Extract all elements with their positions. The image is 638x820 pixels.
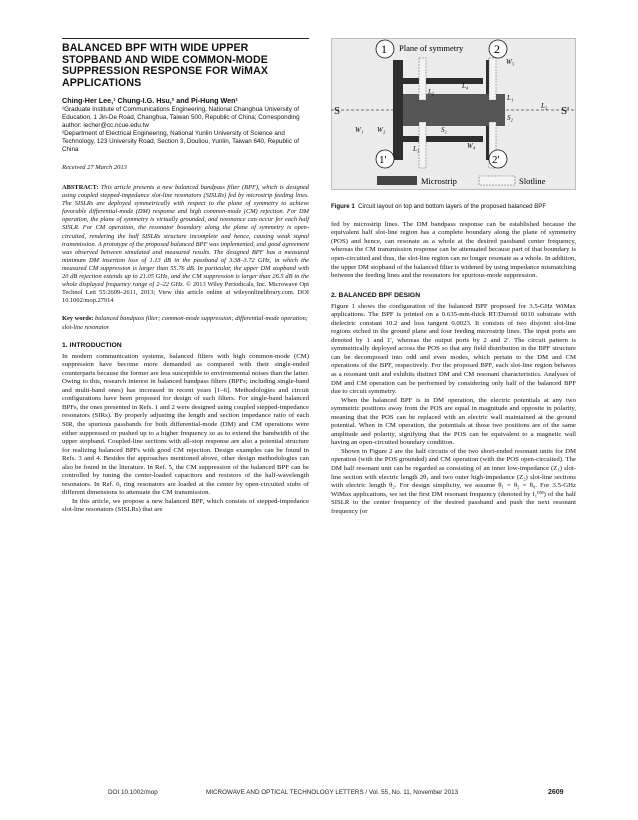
dim-s2: S₂	[507, 114, 513, 122]
port-1p-label: 1'	[379, 154, 387, 166]
intro-paragraph-1: In modern communication systems, balanced filters with high common-mode (CM) suppression have become more demanded as compared with their single-ended counterparts because the former are less susceptible to environmental noises than the latter. Owing to this, research interest in balanced bandpass filters (BPFs; including single-band and multi-band ones) has increased in recent years [1–6]. Methodologies and circuit configurations have been proposed for design of such filters. For single-band balanced BPFs, the ones presented in Refs. 1 and 2 were designed using coupled stepped-impedance resonators (SIRs). By properly adjusting the length and section impedance ratio of each SIR, the spurious passbands for both differential-mode (DM) and CM operations were either suppressed or pushed up to a higher frequency so as to extend the bandwidth of the upper stopband. Coupled-line sections with all-stop response are also a potential structure for realizing balanced BPFs with good CM rejection. Design examples can be found in Refs. 3 and 4. Besides the approaches mentioned above, other design methodologies can also be found in the literature. In Ref. 5, the CM suppression of the balanced BPF can be controlled by tuning the center-loaded capacitors and resistors of the half-wavelength resonators. In Ref. 6, ring resonators are loaded at the center by open-circuited stubs of different dimensions to attenuate the CM transmission.	[62, 352, 309, 497]
caption-body: Circuit layout on top and bottom layers of the proposed balanced BPF	[358, 203, 547, 210]
right-paragraph-1: fed by microstrip lines. The DM bandpass response can be established because the equivalent half slot-line region has a complete boundary along the plane of symmetry (POS) and hence, can resonate as a whole at the desired passband center frequency, whereas the CM transmission response can be attenuated because part of that boundary is open-circuited and thus, the slot-line region can no longer resonate as a whole. In addition, the upper DM stopband of the balanced filter is widened by using impedance mismatching between the feeding lines and the resonators for spurious-mode suppression.	[331, 220, 576, 280]
authors: Ching-Her Lee,¹ Chung-I.G. Hsu,² and Pi-Hung Wen¹	[62, 96, 238, 105]
design-paragraph-1: Figure 1 shows the configuration of the balanced BPF proposed for 3.5-GHz WiMax applications. The BPF is printed on a 0.635-mm-thick RT/Duroid 6010 substrate with dielectric constant 10.2 and loss tangent 0.0023. It consists of two disjoint slot-line regions etched in the ground plane and four feeding microstrip lines. The input ports are denoted by 1 and 1′, whereas the output ports by 2 and 2′. The circuit pattern is symmetrically deployed across the POS so that any field distribution in the BPF structure can be decomposed into odd and even modes, which pertain to the DM and CM operations of the BPF, respectively. For the proposed BPF, each slot-line region behaves as a resonant unit and exhibits distinct DM and CM resonant characteristics. Analyses of DM and CM operation can be performed by considering only half of the balanced BPF due to circuit symmetry.	[331, 302, 576, 396]
caption-lead: Figure 1	[331, 203, 355, 210]
design-paragraph-2: When the balanced BPF is in DM operation, the electric potentials at any two symmetric positions away from the POS are equal in magnitude and opposite in polarity, meaning that the POS can be replaced with an electric wall maintained at the ground potential. When in CM operation, the potentials at those two positions are of the same amplitude and polarity, signifying that the POS can be equivalent to a magnetic wall having an open-circuited boundary condition.	[331, 396, 576, 447]
s-right-label: S'	[561, 105, 570, 117]
left-slotline-outer	[393, 60, 403, 160]
dim-w2: W₂	[377, 126, 386, 134]
legend-microstrip-label: Microstrip	[421, 176, 457, 186]
keywords-lead: Key words:	[62, 315, 94, 323]
dim-w4: W₄	[467, 142, 476, 150]
left-column	[62, 38, 309, 515]
affiliation-1: ¹Graduate Institute of Communications Engineering, National Changhua University of Education, 1 Jin-De Road, Changhua, Taiwan 500, Republic of China; Corresponding author: iecher@cc.ncue.edu.tw	[62, 106, 300, 129]
legend-slotline-label: Slotline	[519, 176, 546, 186]
abstract-citation: © 2013 Wiley Periodicals, Inc. Microwave Opt Technol Lett 55:2609–2611, 2013; View this article online at wileyonlinelibrary.com. DOI 10.1002/mop.27914	[62, 281, 309, 305]
plane-of-symmetry-label: Plane of symmetry	[399, 43, 464, 53]
received-date: Received 27 March 2013	[62, 164, 127, 171]
port-1-label: 1	[381, 42, 387, 56]
dim-l3: L₃	[413, 145, 420, 153]
title-rule	[62, 38, 309, 39]
left-slotline-inner	[403, 94, 481, 126]
abstract-lead: ABSTRACT:	[62, 184, 99, 191]
abstract	[62, 184, 309, 305]
footer-doi: DOI 10.1002/mop	[108, 789, 158, 796]
dim-l1: L₁	[507, 94, 514, 102]
figure-1-caption	[331, 203, 576, 211]
legend-microstrip-swatch	[377, 176, 417, 185]
dim-l2: L₂	[541, 102, 548, 110]
design-paragraph-3: Shown in Figure 2 are the half circuits of the two short-ended resonant units for DM operation (with the POS grounded) and CM operation (with the POS open-circuited). The DM half resonant unit can be regarded as consisting of an inner low-impedance (Z₁) slot-line section with electric length 2θ₁ and two outer high-impedance (Z₂) slot-line sections with electric length θ₂. For design simplicity, we assume θ₁ = θ₂ = θ₀. For 3.5-GHz WiMax applications, we set the first DM resonant frequency (denoted by f₁ᴰᴹ) of the half SISLR to the center frequency of the desired passband and push the next resonant frequency (or	[331, 447, 576, 515]
s-left-label: S	[334, 105, 341, 117]
abstract-body: This article presents a new balanced bandpass filter (BPF), which is designed using coupled stepped-impedance slot-line resonators (SISLRs) fed by microstrip feeding lines. The SISLRs are deployed symmetrically with respect to the plane of symmetry to achieve favorable differential-mode (DM) response and high common-mode (CM) rejection. For DM operation, the plane of symmetry is virtually grounded, and resonance can occur for each half SISLR. For CM operation, the resonator boundary along the plane of symmetry is open-circuited, rendering the half SISLRs structure incomplete and hence, causing weak signal transmission. A prototype of the proposed balanced BPF was implemented, and good agreement was observed between simulated and measured results. The designed BPF has a measured minimum DM insertion loss of 1.13 dB in the passband of 3.38–3.72 GHz, in which the measured CM suppression is larger than 55.76 dB. In particular, the upper DM stopband with 20 dB rejection extends up to 21.05 GHz, and the CM suppression is larger than 26.5 dB in the whole displayed frequency range of 2–22 GHz.	[62, 184, 309, 289]
feed-line-port-1p	[419, 122, 426, 168]
left-slotline-top	[397, 78, 483, 84]
section-heading-introduction: 1. INTRODUCTION	[62, 341, 122, 349]
article-title: BALANCED BPF WITH WIDE UPPER STOPBAND AND WIDE COMMON-MODE SUPPRESSION RESPONSE FOR WiMAX APPLICATIONS	[62, 42, 268, 89]
footer-journal: MICROWAVE AND OPTICAL TECHNOLOGY LETTERS / Vol. 55, No. 11, November 2013	[206, 789, 459, 796]
legend-slotline-swatch	[479, 176, 515, 185]
right-column	[331, 38, 576, 516]
intro-paragraph-2: In this article, we propose a new balanced BPF, which consists of stepped-impedance slot-line resonators (SISLRs) that are	[62, 497, 309, 514]
dim-l4: L₄	[462, 82, 469, 90]
port-2p-label: 2'	[492, 154, 500, 166]
keywords-list: balanced bandpass filter; common-mode suppression; differential-mode operation; slot-line resonator	[62, 315, 308, 331]
section-heading-design: 2. BALANCED BPF DESIGN	[331, 291, 421, 299]
page-number: 2609	[548, 789, 564, 796]
feed-line-port-2	[489, 58, 496, 100]
feed-line-port-1	[419, 58, 426, 100]
dim-l5: L₅	[428, 88, 435, 96]
dim-w5: W₅	[506, 58, 515, 66]
dim-s1: S₁	[441, 126, 447, 134]
affiliation-2: ²Department of Electrical Engineering, National Yunlin University of Science and Technology, 123 University Road, Section 3, Douliou, Yunlin, Taiwan 640, Republic of China	[62, 130, 299, 153]
keywords	[62, 315, 309, 331]
figure-1-circuit-layout	[331, 38, 576, 190]
port-2-label: 2	[494, 42, 500, 56]
dim-w1: W₁	[355, 126, 364, 134]
